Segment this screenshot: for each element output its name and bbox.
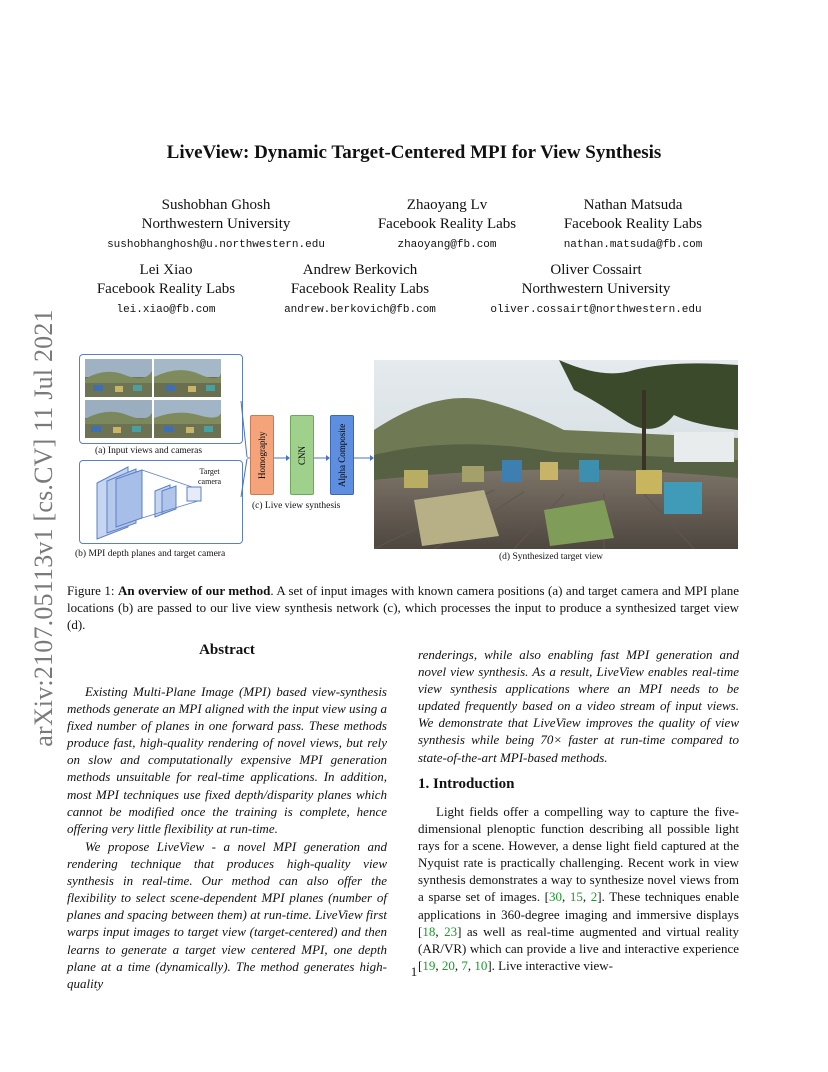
author-name: Nathan Matsuda — [583, 197, 683, 213]
author-email[interactable]: lei.xiao@fb.com — [116, 304, 216, 316]
input-view-image — [85, 359, 152, 397]
citation-link[interactable]: 10 — [474, 957, 488, 973]
abstract-paragraph-1: Existing Multi-Plane Image (MPI) based view-synthesis methods generate an MPI aligned with the input view using a fixed number of planes in one forward pass. These methods produce fast, high-quality rendering of novel views, but rely on slow and computationally expensive MPI generation methods unsuitable for real-time applications. In addition, most MPI techniques use fixed depth/disparity planes which cannot be modified once the training is complete, hence offering very little flexibility at run-time. — [67, 684, 387, 836]
caption-text: . A set of input images with known camera positions (a) and target camera and MPI plane locations (b) are passed to our live view synthesis network (c), which processes the input to produce a synthesized target view (d). — [67, 583, 739, 632]
citation-link[interactable]: 7 — [461, 957, 468, 973]
abstract-heading: Abstract — [199, 642, 255, 658]
input-view-image — [154, 400, 221, 438]
citation-separator: , — [435, 957, 442, 973]
citation-link[interactable]: 30 — [549, 889, 563, 905]
caption-bold: An overview of our method — [118, 583, 271, 598]
author-name: Andrew Berkovich — [302, 262, 418, 278]
author-affiliation: Facebook Reality Labs — [563, 216, 703, 232]
citation-link[interactable]: 23 — [444, 923, 458, 939]
intro-text: ]. These techniques enable applications in 360-degree imaging and immersive displays [ — [418, 889, 740, 939]
author-name: Oliver Cossairt — [550, 262, 642, 278]
introduction-paragraph — [418, 803, 739, 974]
citation-link[interactable]: 19 — [422, 957, 436, 973]
target-camera-label — [198, 467, 221, 487]
caption-prefix: Figure 1: — [67, 583, 118, 598]
citation-separator: , — [435, 923, 445, 939]
alpha-composite-stage: Alpha Composite — [330, 415, 354, 495]
input-view-image — [85, 400, 152, 438]
intro-text: ]. Live interactive view- — [487, 957, 613, 973]
citation-separator: , — [582, 889, 591, 905]
figure-label-b: (b) MPI depth planes and target camera — [75, 549, 226, 559]
citation-link[interactable]: 20 — [441, 957, 455, 973]
target-camera-label-line1: Target — [199, 467, 220, 476]
citation-separator: , — [562, 889, 570, 905]
author-affiliation: Northwestern University — [141, 216, 291, 232]
page-number: 1 — [410, 964, 418, 979]
author-affiliation: Northwestern University — [521, 281, 671, 297]
input-view-image — [154, 359, 221, 397]
citation-link[interactable]: 15 — [569, 889, 583, 905]
author-name: Sushobhan Ghosh — [161, 197, 271, 213]
citation-link[interactable]: 18 — [422, 923, 436, 939]
author-email[interactable]: nathan.matsuda@fb.com — [563, 239, 703, 251]
author-name: Lei Xiao — [139, 262, 193, 278]
abstract-paragraph-2-continued: renderings, while also enabling fast MPI generation and novel view synthesis. As a result, LiveView enables real-time view synthesis applications where an MPI needs to be updated frequently based on a video stream of input views. We demonstrate that LiveView improves the quality of view synthesis while being 70× faster at run-time compared to state-of-the-art MPI-based methods. — [418, 647, 739, 765]
homography-stage: Homography — [250, 415, 274, 495]
author-email[interactable]: sushobhanghosh@u.northwestern.edu — [107, 239, 325, 251]
target-camera-label-line2: camera — [198, 477, 222, 486]
intro-text: ] as well as real-time augmented and virtual reality (AR/VR) which can provide a live and interactive experience [ — [418, 923, 739, 973]
author-email[interactable]: oliver.cossairt@northwestern.edu — [490, 304, 702, 316]
synthesized-view-image — [374, 360, 738, 549]
citation-link[interactable]: 2 — [590, 889, 598, 905]
author-affiliation: Facebook Reality Labs — [377, 216, 517, 232]
author-name: Zhaoyang Lv — [406, 197, 488, 213]
figure-label-c: (c) Live view synthesis — [252, 501, 341, 511]
arxiv-stamp: arXiv:2107.05113v1 [cs.CV] 11 Jul 2021 — [29, 309, 58, 747]
author-affiliation: Facebook Reality Labs — [96, 281, 236, 297]
figure-label-a: (a) Input views and cameras — [95, 446, 203, 456]
intro-text: Light fields offer a compelling way to capture the five-dimensional plenoptic function describing all possible light rays for a scene. However, a dense light field captured at the Nyquist rate is practically challenging. Recent work in view synthesis demonstrates a way to synthesize novel views from a sparse set of images. [ — [418, 804, 739, 905]
author-email[interactable]: andrew.berkovich@fb.com — [284, 304, 436, 316]
abstract-paragraph-2: We propose LiveView - a novel MPI generation and rendering technique that produces high-quality view synthesis in real-time. Our method can also offer the flexibility to select scene-dependent MPI planes (number of planes and spacing between them) at run-time. LiveView first warps input images to target view (target-centered) and then learns to generate a target view centered MPI, one depth plane at a time (dynamically). The method generates high-quality — [67, 839, 387, 991]
citation-separator: , — [454, 957, 462, 973]
author-affiliation: Facebook Reality Labs — [290, 281, 430, 297]
citation-separator: , — [467, 957, 475, 973]
author-email[interactable]: zhaoyang@fb.com — [397, 239, 497, 251]
introduction-heading: 1. Introduction — [418, 776, 515, 792]
paper-title: LiveView: Dynamic Target-Centered MPI for View Synthesis — [166, 142, 662, 163]
cnn-stage: CNN — [290, 415, 314, 495]
figure-label-d: (d) Synthesized target view — [499, 552, 604, 562]
figure-caption — [67, 582, 739, 633]
